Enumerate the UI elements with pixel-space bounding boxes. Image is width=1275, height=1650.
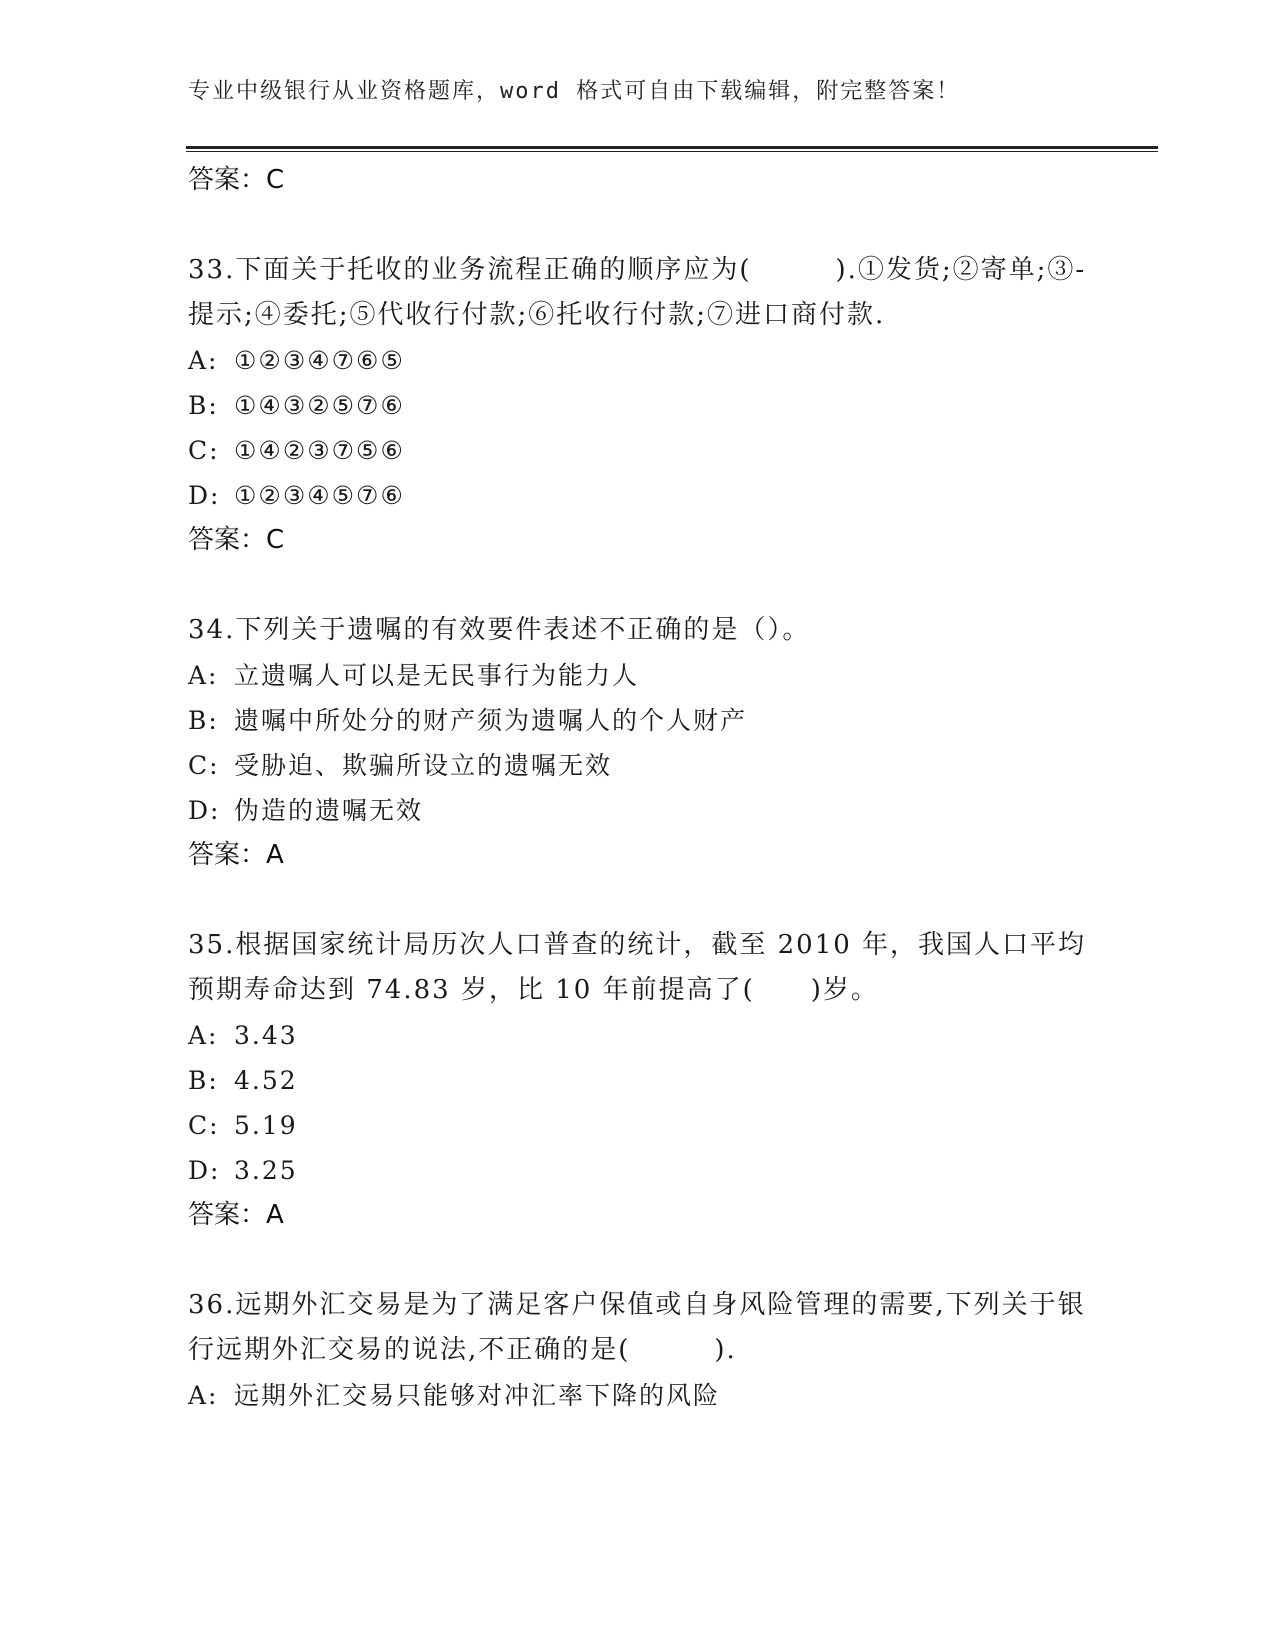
option-a [188,1373,1088,1418]
question-text: 33.下面关于托收的业务流程正确的顺序应为( ).①发货;②寄单;③-提示;④委托;⑤代收行付款;⑥托收行付款;⑦进口商付款. [188,255,1087,330]
option-text: 4.52 [234,1066,298,1095]
option-text: 立遗嘱人可以是无民事行为能力人 [234,661,640,690]
option-text: ①②③④⑦⑥⑤ [234,346,405,375]
option-c [188,428,1088,473]
option-label: D: [188,481,221,510]
answer-33: 答案：C [188,525,285,555]
option-text: 3.43 [234,1021,298,1050]
option-b [188,1058,1088,1103]
question-text: 35.根据国家统计局历次人口普查的统计，截至 2010 年，我国人口平均预期寿命达到 74.83 岁，比 10 年前提高了( )岁。 [188,930,1087,1005]
page-header: 专业中级银行从业资格题库，word 格式可自由下载编辑，附完整答案！ [188,79,961,104]
option-d [188,1148,1088,1193]
option-d [188,788,1088,833]
option-label: A: [188,1021,219,1050]
option-text: 5.19 [234,1111,298,1140]
option-b [188,698,1088,743]
question-36 [188,1283,1088,1418]
option-label: A: [188,1381,219,1410]
answer-34: 答案：A [188,840,284,870]
option-b [188,383,1088,428]
question-text: 34.下列关于遗嘱的有效要件表述不正确的是（）。 [188,615,811,645]
question-33 [188,248,1088,562]
option-text: 受胁迫、欺骗所设立的遗嘱无效 [234,751,613,780]
question-text: 36.远期外汇交易是为了满足客户保值或自身风险管理的需要,下列关于银行远期外汇交易的说法,不正确的是( ). [188,1290,1086,1365]
option-label: C: [188,436,220,465]
header-rule-thin [186,151,1158,152]
header-rule-thick [186,146,1158,149]
option-text: 伪造的遗嘱无效 [234,796,424,825]
option-label: B: [188,391,219,420]
option-d [188,473,1088,518]
question-34 [188,608,1088,877]
answer-32: 答案：C [188,165,285,195]
option-label: D: [188,796,221,825]
option-a [188,653,1088,698]
answer-35: 答案：A [188,1200,284,1230]
option-label: C: [188,751,220,780]
option-label: D: [188,1156,221,1185]
option-label: A: [188,661,219,690]
option-label: A: [188,346,219,375]
option-text: 远期外汇交易只能够对冲汇率下降的风险 [234,1381,721,1410]
option-c [188,743,1088,788]
option-text: ①②③④⑤⑦⑥ [234,481,405,510]
option-c [188,1103,1088,1148]
document-body [188,158,1088,1418]
option-text: ①④③②⑤⑦⑥ [234,391,405,420]
option-text: 遗嘱中所处分的财产须为遗嘱人的个人财产 [234,706,748,735]
question-35 [188,923,1088,1237]
option-a [188,1013,1088,1058]
option-label: B: [188,706,219,735]
option-text: ①④②③⑦⑤⑥ [234,436,405,465]
option-text: 3.25 [234,1156,298,1185]
option-label: B: [188,1066,219,1095]
option-a [188,338,1088,383]
option-label: C: [188,1111,220,1140]
